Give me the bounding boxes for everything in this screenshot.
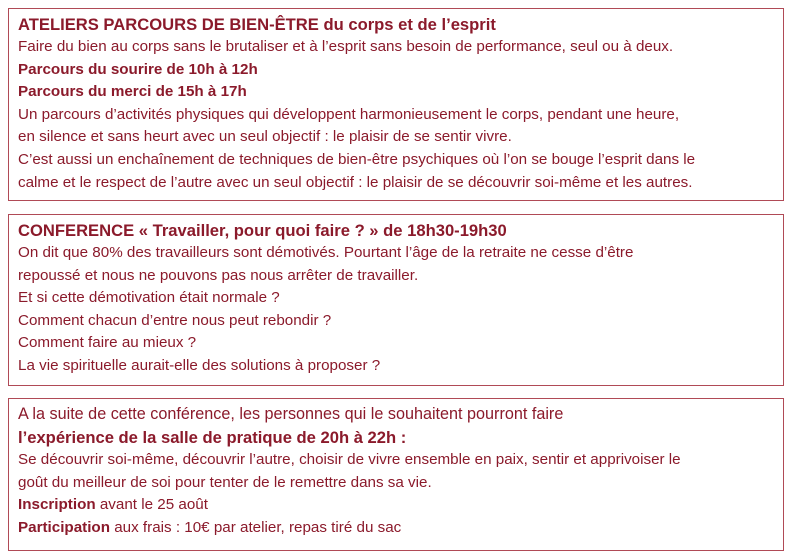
participation-text: aux frais : 10€ par atelier, repas tiré du sac — [110, 518, 402, 536]
inscription-text: avant le 25 août — [95, 496, 208, 514]
ateliers-description-line: C’est aussi un enchaînement de techniques de bien-être psychiques où l’on se bouge l’esprit dans le — [18, 150, 696, 168]
ateliers-description-line: Un parcours d’activités physiques qui développent harmonieusement le corps, pendant une heure, — [18, 105, 680, 123]
pratique-intro: A la suite de cette conférence, les personnes qui le souhaitent pourront faire — [18, 405, 564, 423]
ateliers-section — [8, 8, 784, 201]
conference-question: Et si cette démotivation était normale ? — [18, 289, 280, 307]
pratique-text-line: goût du meilleur de soi pour tenter de le remettre dans sa vie. — [18, 473, 432, 491]
pratique-section — [8, 398, 784, 551]
ateliers-session-afternoon: Parcours du merci de 15h à 17h — [18, 83, 247, 101]
conference-text-line: On dit que 80% des travailleurs sont démotivés. Pourtant l’âge de la retraite ne cesse d’être — [18, 244, 634, 261]
conference-section — [8, 214, 784, 386]
conference-question: Comment faire au mieux ? — [18, 334, 197, 352]
pratique-title: l’expérience de la salle de pratique de 20h à 22h : — [18, 428, 407, 447]
ateliers-description-line: calme et le respect de l’autre avec un seul objectif : le plaisir de se découvrir soi-même et les autres. — [18, 173, 693, 191]
ateliers-session-morning: Parcours du sourire de 10h à 12h — [18, 60, 258, 78]
inscription-line — [18, 494, 774, 517]
pratique-text-line: Se découvrir soi-même, découvrir l’autre, choisir de vivre ensemble en paix, sentir et apprivoiser le — [18, 451, 681, 468]
participation-label: Participation — [18, 518, 110, 536]
conference-question: Comment chacun d’entre nous peut rebondir ? — [18, 311, 332, 329]
ateliers-title: ATELIERS PARCOURS DE BIEN-ÊTRE du corps et de l’esprit — [18, 15, 496, 34]
conference-question: La vie spirituelle aurait-elle des solutions à proposer ? — [18, 356, 381, 374]
ateliers-intro: Faire du bien au corps sans le brutaliser et à l’esprit sans besoin de performance, seul ou à deux. — [18, 38, 674, 55]
participation-line — [18, 517, 774, 540]
inscription-label: Inscription — [18, 496, 96, 514]
ateliers-description-line: en silence et sans heurt avec un seul objectif : le plaisir de se sentir vivre. — [18, 128, 512, 146]
conference-text-line: repoussé et nous ne pouvons pas nous arrêter de travailler. — [18, 266, 419, 284]
conference-title: CONFERENCE « Travailler, pour quoi faire ? » de 18h30-19h30 — [18, 221, 507, 240]
